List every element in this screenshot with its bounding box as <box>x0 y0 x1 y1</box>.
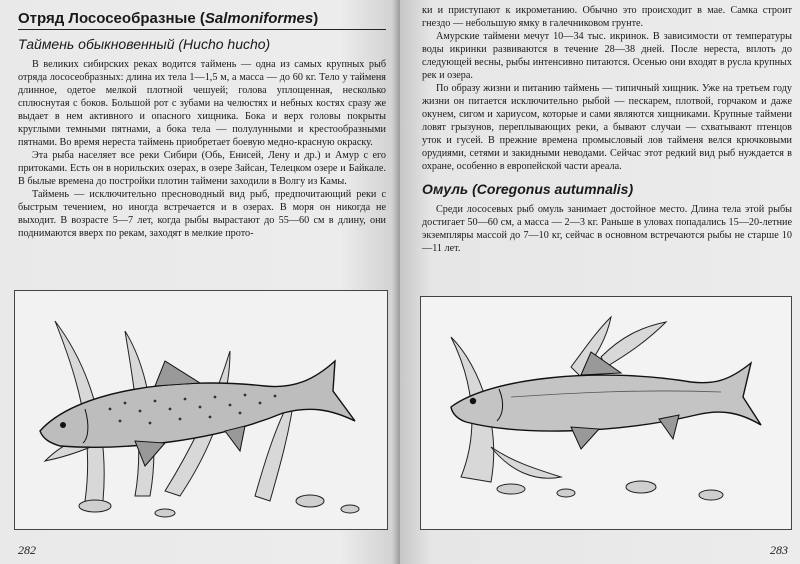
omul-fish <box>451 352 761 449</box>
pebble <box>79 500 111 512</box>
species-title-taimen: Таймень обыкновенный (Hucho hucho) <box>18 36 271 52</box>
pebble <box>699 490 723 500</box>
pebble <box>296 495 324 507</box>
paragraph: Таймень — исключительно пресноводный вид рыб, предпочитающий реки с быстрым течением, но иногда встречается и в озерах. В моря он никогда не выходит. В возрасте 5—7 лет, когда рыбы вырастают до 55—60 см в длину, они поднимаются вверх по рекам, заходят в мелкие прото- <box>18 189 386 239</box>
taimen-fish-drawing <box>15 291 387 529</box>
taimen-illustration <box>14 290 388 530</box>
order-title <box>18 10 386 27</box>
order-title-close: ) <box>313 10 319 27</box>
paragraph: Амурские таймени мечут 10—34 тыс. икринок. В зависимости от температуры воды икринки развиваются в течение 28—38 дней. После нереста, вплоть до следующей весны, рыбы интенсивно питаются. Осенью они входят в русла крупных рек и озера. <box>422 31 792 81</box>
right-page-content <box>422 4 792 255</box>
page-number-left: 282 <box>18 543 36 557</box>
order-title-latin: Salmoniformes <box>204 10 314 27</box>
order-title-text: Отряд Лососеобразные ( <box>18 10 205 27</box>
page-number-right: 283 <box>770 543 788 557</box>
omul-fish-drawing <box>421 297 791 529</box>
species-title-omul: Омуль (Coregonus autumnalis) <box>422 181 634 197</box>
pebble <box>626 481 656 493</box>
paragraph: Среди лососевых рыб омуль занимает достойное место. Длина тела этой рыбы достигает 50—60 см, а масса — 2—3 кг. Раньше в уловах попадались 15—20-летние экземпляры массой до 7—10 кг, сейчас в основном встречаются рыбы не старше 10—11 лет. <box>422 204 792 254</box>
omul-illustration <box>420 296 792 530</box>
paragraph: ки и приступают к икрометанию. Обычно это происходит в мае. Самка строит гнездо — небольшую ямку в галечниковом грунте. <box>422 5 792 29</box>
right-page <box>400 0 800 564</box>
title-rule <box>18 29 386 30</box>
paragraph: Эта рыба населяет все реки Сибири (Обь, Енисей, Лену и др.) и Амур с его притоками. Есть он в норильских озерах, в озере Зайсан, Телецком озере и Байкале. В былые времена до постройки плотин таймени заходили в Волгу из Камы. <box>18 150 386 187</box>
plant-leaf <box>601 322 666 367</box>
pebble <box>557 489 575 497</box>
paragraph: В великих сибирских реках водится таймень — одна из самых крупных рыб отряда лососеобразных: длина их тела 1—1,5 м, а масса — до 60 кг. Тело у тайменя длинное, одетое мелкой плотной чешуей; голова уплощенная, несколько сплюснутая с боков. Большой рот с зубами на челюстях и небных костях сразу же выдает в нем активного и опасного хищника. Бока и верх головы покрыты круглыми темными пятнами, а бока тела — полулунными и крестообразными пятнами. Во время нереста таймень приобретает боевую медно-красную окраску. <box>18 59 386 148</box>
pebble <box>341 505 359 513</box>
pebble <box>497 484 525 494</box>
paragraph: По образу жизни и питанию таймень — типичный хищник. Уже на третьем году жизни он питается исключительно рыбой — пескарем, плотвой, горчаком и даже окунем, сигом и хариусом, которые и сами являются хищниками. Крупные таймени ловят грызунов, переплывающих реки, а бывают случаи — схватывают птенцов уток и гусей. В прежние времена промысловый лов тайменя велся крючковыми орудиями, сетями и закидными неводами. Сейчас этот редкий вид рыб нуждается в охране, особенно в европейской части ареала. <box>422 83 792 172</box>
plant-leaf <box>491 447 561 478</box>
left-page-content <box>18 6 386 240</box>
pebble <box>155 509 175 517</box>
